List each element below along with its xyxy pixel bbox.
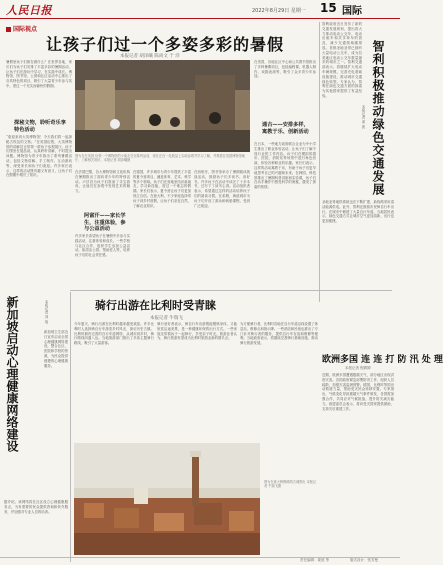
main-photo [75, 60, 250, 152]
issue-date: 2022年8月29日 星期一 [252, 8, 306, 14]
main-body-col4: 在西班牙，图书馆举办了暑期阅读挑战活动，鼓励孩子们多读书、读好书。许多孩子在活动中读完了十多本书，还写下了读书心得。活动组织者表示，希望通过这样的活动培养孩子们的阅读习惯。在希腊，海滨城市为孩子们开设了游泳和帆船课程，受到广泛欢迎。 [194, 170, 250, 208]
main-body-col5b: 在日本，一些地方政府联合企业为中小学生推出了职业体验活动，让孩子们了解不同行业的工作内容。孩子们在模拟的超市、医院、消防站等场景中进行角色扮演，体验各种职业的乐趣。家长们表示，这样的活动寓教于乐，有助于孩子们更早地思考自己的兴趣和未来。在韩国，科技馆推出了暑期科普讲座和实验课，孩子们在动手操作中感受科学的奥秘，激发了探索的热情。 [254, 142, 316, 190]
city-photo-caption: 图为在意大利锡耶纳古城景色 本报记者 牛瑞飞摄 [264, 480, 317, 489]
main-body-col5a: 在美国，各地社区中心和公共图书馆推出了多种暑期项目，包括编程课、机器人制作、戏剧表演等，吸引了众多青少年参加。 [254, 60, 316, 79]
singapore-body-b: 据介绍，该网络将在社区设立心理健康服务点，为有需要的民众提供咨询和转介服务，并加强对专业人员的培训。 [4, 500, 68, 514]
section-divider [70, 290, 392, 291]
bottom-right-headline: 欧洲多国 连 连 打 防 汛 处 理 [322, 355, 443, 365]
main-body-col2b: 许多家长希望孩子在暑假中多参与实践活动，注重体验和成长。一些学校与社区合作，组织学生参加公益活动，如清洁公园、帮助老人等，培养孩子们的社会责任感。 [75, 234, 130, 258]
city-photo-image [74, 443, 260, 555]
footer-layout: 版式设计：张芳曼 [350, 558, 378, 562]
footer-editor: 责任编辑：姜波 等 [300, 558, 330, 562]
main-body-col1b: “欢迎来到大英博物馆！今天我们将一起探秘古埃及的文物。”在英国伦敦，大英博物馆的讲解员正带领一群孩子参观展厅。孩子们围坐在展品前，认真聆听讲解，不时提出问题。博物馆为青少年推出了系列暑期活动，包括文物讲解、手工制作、互动游戏等，深受家长和孩子们欢迎。许多家长表示，这样的活动既有趣又有意义，让孩子们在假期中增长了知识。 [6, 135, 72, 178]
masthead-rule [0, 18, 400, 19]
left-column-divider [70, 292, 71, 562]
main-subhead-2: 阿富汗——家长学生，注重体验，参与公益活动 [84, 213, 126, 233]
bottom-right-body: 近期，欧洲多国遭遇极端天气，部分地区出现洪涝灾害。各国政府紧急部署防汛工作，组织人员疏散，加强灾害监测预警。德国、比利时等国出动救援力量，帮助受灾民众转移安置。专家指出，气候变化导致极端天气事件频发，各国需加强合作，共同应对气候挑战，提升防灾减灾能力。欧盟委员会表示，将向受灾国家提供援助，支持灾后重建工作。 [322, 373, 394, 411]
right-column-divider [319, 22, 320, 302]
right-article-body-a: 智利政府近日发布了新的交通发展规划，提出将大力推动电动公交车、电动出租车和共享单车的普及，减少交通领域碳排放。首都圣地亚哥已拥有大量电动公交车，成为拉美地区电动公交车数量最多的城市之一。智利交通部表示，将继续扩大电动车辆规模，完善充电基础设施建设，推动城市交通绿色转型。专家认为，智利在绿色交通方面的探索为其他国家提供了有益经验。 [322, 22, 362, 98]
bottom-right-byline: 本报记者 程娉娉 [345, 366, 371, 370]
right-article-body-b: 圣地亚哥地铁系统也在不断扩建，新线路采用清洁能源供电。此外，智利还鼓励市民骑自行车出行，在城市中修建了大量自行车道。当地居民表示，绿色交通方式让城市空气更加清新，出行也更加便捷。 [322, 200, 394, 224]
right-headline: 智利积极推动绿色交通发展 [371, 40, 385, 196]
singapore-body-a: 新加坡卫生部近日宣布启动全国心理健康网络建设，整合社区、医院和学校的资源，为民众提供便捷的心理健康服务。 [44, 330, 68, 368]
singapore-byline: 本报记者 刘 旭 [45, 300, 49, 324]
main-body-col2a: 在法国巴黎，各大博物馆和文化机构在暑期推出了面向青少年的特别活动。卢浮宫为孩子们准备了寻宝游戏，让他们在参观中发现艺术的魅力。 [75, 170, 130, 194]
main-subhead-3: 通古——安排多样，寓教于乐、创新活动 [262, 122, 309, 135]
main-body-col1: 暑假里孩子们都在做什么？在世界各地，家长们为孩子们安排了丰富多彩的暑期活动，让孩子们在游玩中学习，在实践中成长。博物馆、图书馆、公园和社区活动中心推出了各具特色的项目，吸引了大量青少年参与其中，度过一个充实而愉快的假期。 [6, 60, 72, 88]
bike-headline: 骑行出游在比利时受青睐 [95, 299, 216, 312]
singapore-headline: 新加坡启动心理健康网络建设 [5, 296, 19, 452]
newspaper-logo: 人民日报 [6, 4, 52, 17]
main-photo-caption: 图为在在英国 伦敦一个博物馆的小朋友在在陈列品前，现在正在一处展品上实地参观并学习了解，并观看在英国博物馆地厅，了解相关知识，本报记者 胡泽曦摄 [75, 154, 245, 163]
right-byline: 本报记者 姜 波 [362, 105, 366, 129]
page-number: 15 [320, 1, 337, 15]
bike-body-col1: 今年夏天，骑行出游在比利时越来越受欢迎。许多比利时人选择骑自行车游览乡村风光，探访历史古镇。比利时拥有完善的自行车道网络，从城市到乡村，骑行路线四通八达。当地旅游部门推出了多条主题骑行路线，吸引了大量游客。 [74, 322, 154, 346]
section-kicker: 国际视点 [6, 24, 37, 33]
main-headline: 让孩子们过一个多姿多彩的暑假 [45, 35, 284, 54]
main-subhead-1: 探秘文物，聆听奇乐享特色活动 [14, 120, 66, 133]
kicker-square-icon [6, 27, 11, 32]
bike-body-col2: 骑行爱好者表示，骑自行车出游既能锻炼身体，又能欣赏沿途美景，是一种健康环保的出行方式。一些家庭还带着孩子一起骑行，享受亲子时光。旅游业者认为，骑行旅游有望成为比利时旅游业新的增长点。 [157, 322, 237, 341]
footer-rule [0, 557, 400, 558]
bike-body-col3: 为方便骑行者，比利时各地在自行车道沿线设置了休息站、维修点和指示牌。一些酒店和民宿也推出了专门针对骑行者的服务，提供自行车存放和维修等便利。当地政府表示，将继续完善骑行基础设施，推动骑行旅游发展。 [240, 322, 318, 346]
museum-photo-image [75, 60, 250, 152]
main-byline: 本报记者 胡泽曦 陈尚文 于 洋 [120, 54, 180, 59]
city-photo [74, 443, 260, 555]
bike-byline: 本报记者 牛瑞飞 [150, 316, 183, 321]
section-name: 国际 [342, 6, 362, 17]
main-body-col3: 在德国，许多城市为青少年提供了丰富的夏令营项目，涵盖体育、艺术、科学等多个领域。孩子们在营地里结识新朋友，学习新技能，度过一个难忘的假期。家长们表示，夏令营让孩子们更加独立自信。在意大利，不少家庭选择带孩子到乡村度假，让孩子们亲近自然，了解农业知识。 [133, 170, 191, 208]
